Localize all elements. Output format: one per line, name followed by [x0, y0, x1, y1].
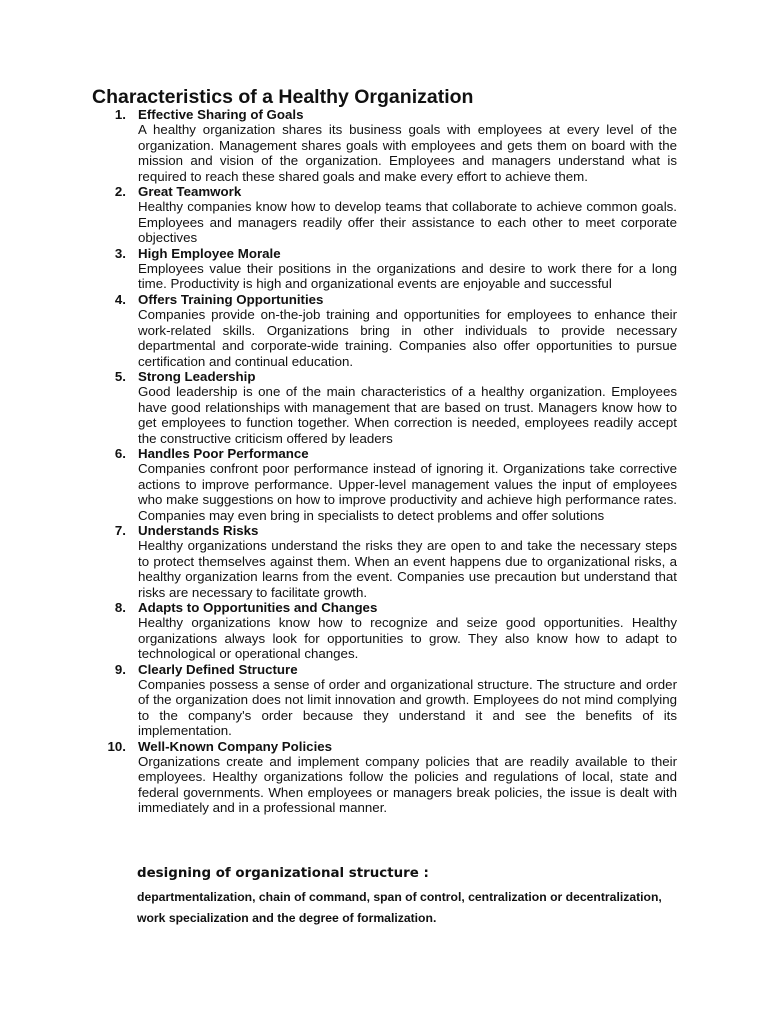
item-heading: Strong Leadership	[138, 368, 256, 384]
list-item	[92, 107, 677, 184]
list-item	[92, 446, 677, 523]
item-body: Healthy companies know how to develop teams that collaborate to achieve common goals. Employees and managers readily offer their assistance to each other to meet corporate objectives	[138, 199, 677, 246]
item-body: Healthy organizations know how to recognize and seize good opportunities. Healthy organizations always look for opportunities to grow. They also know how to adapt to technological or operational changes.	[138, 615, 677, 662]
design-heading: designing of organizational structure :	[137, 866, 429, 881]
item-heading: Understands Risks	[138, 522, 259, 538]
item-number: 2.	[114, 184, 126, 200]
item-number: 5.	[114, 368, 126, 384]
list-item	[92, 246, 677, 292]
item-body: Employees value their positions in the organizations and desire to work there for a long time. Productivity is high and organizational events are enjoyable and successful	[138, 261, 677, 292]
item-body: Companies confront poor performance instead of ignoring it. Organizations take corrective actions to improve performance. Upper-level management values the input of employees who make suggestions on how to improve productivity and achieve high performance rates. Companies may even bring in specialists to detect problems and offer solutions	[138, 461, 677, 523]
item-body: Organizations create and implement company policies that are readily available to their employees. Healthy organizations follow the policies and regulations of local, state and federal governments. When employees or managers break policies, the issue is dealt with immediately and in a professional manner.	[138, 754, 677, 816]
list-item	[92, 662, 677, 739]
item-number: 7.	[114, 522, 126, 538]
item-heading: Offers Training Opportunities	[138, 291, 324, 307]
list-item	[92, 369, 677, 446]
list-item	[92, 600, 677, 662]
item-body: Healthy organizations understand the risks they are open to and take the necessary steps to protect themselves against them. When an event happens due to organizational risks, a healthy organization learns from the event. Companies use precaution but understand that risks are necessary to facilitate growth.	[138, 538, 677, 600]
item-number: 6.	[114, 445, 126, 461]
item-body: Companies possess a sense of order and organizational structure. The structure and order of the organization does not limit innovation and growth. Employees do not mind complying to the company's order because they understand it and see the benefits of its implementation.	[138, 677, 677, 739]
item-number: 9.	[114, 661, 126, 677]
design-text: departmentalization, chain of command, span of control, centralization or decentralization, work specialization and the degree of formalization.	[137, 890, 662, 925]
item-heading: Handles Poor Performance	[138, 445, 309, 461]
item-body: A healthy organization shares its business goals with employees at every level of the organization. Management shares goals with employees and gets them on board with the mission and vision of the organization. Employees and managers understand what is required to reach these shared goals and make every effort to achieve them.	[138, 122, 677, 184]
item-number: 4.	[114, 291, 126, 307]
item-heading: Great Teamwork	[138, 184, 242, 200]
list-item	[92, 292, 677, 369]
page-title: Characteristics of a Healthy Organization	[92, 86, 474, 108]
item-heading: High Employee Morale	[138, 245, 281, 261]
item-number: 1.	[114, 107, 126, 122]
item-heading: Adapts to Opportunities and Changes	[138, 600, 378, 615]
item-heading: Effective Sharing of Goals	[138, 107, 304, 122]
item-body: Companies provide on-the-job training and opportunities for employees to enhance their work-related skills. Organizations bring in other individuals to provide necessary departmental and corporate-wide training. Companies also offer opportunities to pursue certification and continual education.	[138, 307, 677, 369]
item-body: Good leadership is one of the main characteristics of a healthy organization. Employees have good relationships with management that are based on trust. Managers know how to get employees to function together. When correction is needed, employees readily accept the constructive criticism offered by leaders	[138, 384, 677, 446]
list-item	[92, 184, 677, 246]
item-number: 8.	[114, 600, 126, 615]
item-number: 3.	[114, 245, 126, 261]
list-item	[92, 523, 677, 600]
list-item	[92, 739, 677, 816]
characteristics-list	[92, 107, 677, 816]
item-heading: Well-Known Company Policies	[138, 738, 333, 754]
item-heading: Clearly Defined Structure	[138, 661, 298, 677]
item-number: 10.	[107, 738, 126, 754]
